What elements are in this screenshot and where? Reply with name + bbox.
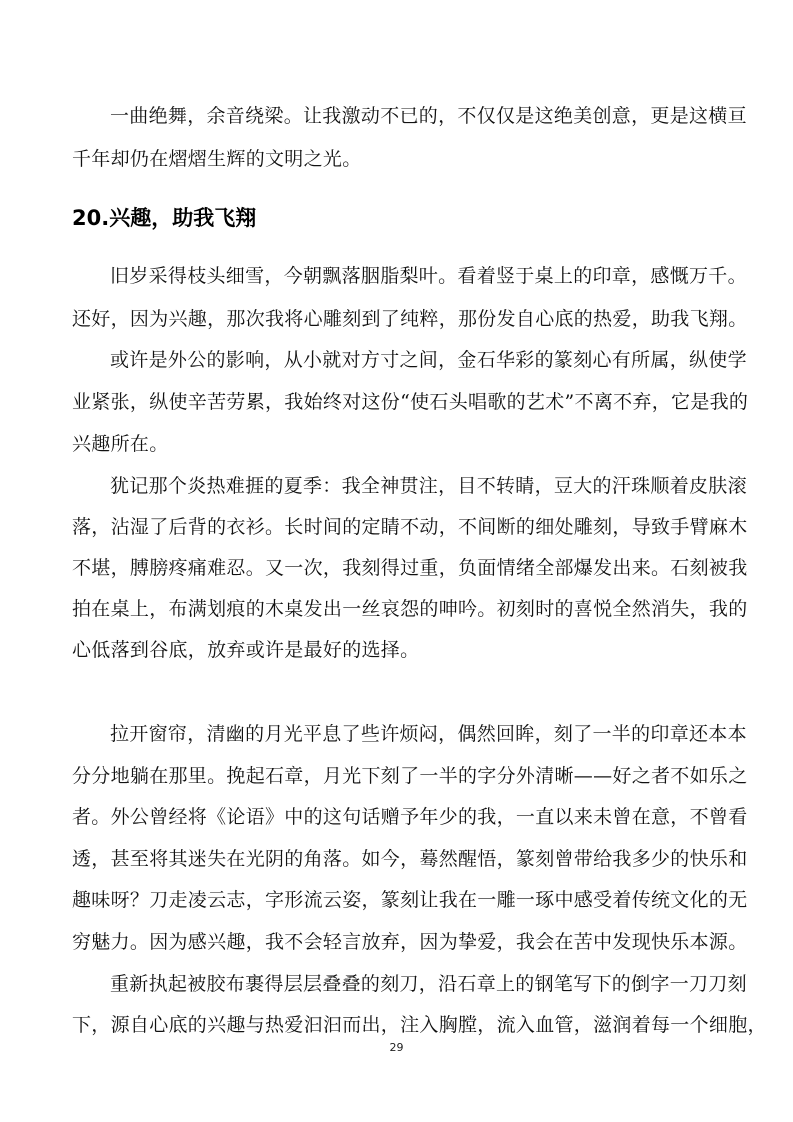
paragraph-line: 业紧张，纵使辛苦劳累，我始终对这份“使石头唱歌的艺术”不离不弃，它是我的 <box>72 391 749 413</box>
paragraph-line: 犹记那个炎热难捱的夏季：我全神贯注，目不转睛，豆大的汗珠顺着皮肤滚 <box>110 475 747 497</box>
section-heading: 20.兴趣，助我飞翔 <box>72 206 257 230</box>
paragraph-line: 落，沾湿了后背的衣衫。长时间的定睛不动，不间断的细处雕刻，导致手臂麻木 <box>72 516 748 538</box>
paragraph-line: 还好，因为兴趣，那次我将心雕刻到了纯粹，那份发自心底的热爱，助我飞翔。 <box>72 308 748 330</box>
paragraph-line: 趣味呀？刀走凌云志，字形流云姿，篆刻让我在一雕一琢中感受着传统文化的无 <box>72 889 748 911</box>
paragraph-line: 拉开窗帘，清幽的月光平息了些许烦闷，偶然回眸，刻了一半的印章还本本 <box>110 723 747 745</box>
paragraph-line: 旧岁采得枝头细雪，今朝飘落胭脂梨叶。看着竖于桌上的印章，感慨万千。 <box>110 265 747 287</box>
paragraph-line: 心低落到谷底，放弃或许是最好的选择。 <box>72 639 420 661</box>
paragraph-line: 拍在桌上，布满划痕的木桌发出一丝哀怨的呻吟。初刻时的喜悦全然消失，我的 <box>72 598 748 620</box>
paragraph-line: 千年却仍在熠熠生辉的文明之光。 <box>72 148 362 170</box>
paragraph-line: 或许是外公的影响，从小就对方寸之间，金石华彩的篆刻心有所属，纵使学 <box>110 349 747 371</box>
paragraph-line: 分分地躺在那里。挽起石章，月光下刻了一半的字分外清晰——好之者不如乐之 <box>72 765 748 787</box>
paragraph-line: 穷魅力。因为感兴趣，我不会轻言放弃，因为挚爱，我会在苦中发现快乐本源。 <box>72 931 748 953</box>
paragraph-line: 下，源自心底的兴趣与热爱汩汩而出，注入胸膛，流入血管，滋润着每一个细胞， <box>72 1014 767 1036</box>
page-number: 29 <box>389 1041 404 1054</box>
paragraph-line: 一曲绝舞，余音绕梁。让我激动不已的，不仅仅是这绝美创意，更是这横亘 <box>110 105 747 127</box>
paragraph-line: 透，甚至将其迷失在光阴的角落。如今，蓦然醒悟，篆刻曾带给我多少的快乐和 <box>72 848 748 870</box>
paragraph-line: 重新执起被胶布裹得层层叠叠的刻刀，沿石章上的钢笔写下的倒字一刀刀刻 <box>110 973 747 995</box>
paragraph-line: 者。外公曾经将《论语》中的这句话赠予年少的我，一直以来未曾在意，不曾看 <box>72 806 748 828</box>
paragraph-line: 兴趣所在。 <box>72 433 169 455</box>
paragraph-line: 不堪，膊膀疼痛难忍。又一次，我刻得过重，负面情绪全部爆发出来。石刻被我 <box>72 557 748 579</box>
